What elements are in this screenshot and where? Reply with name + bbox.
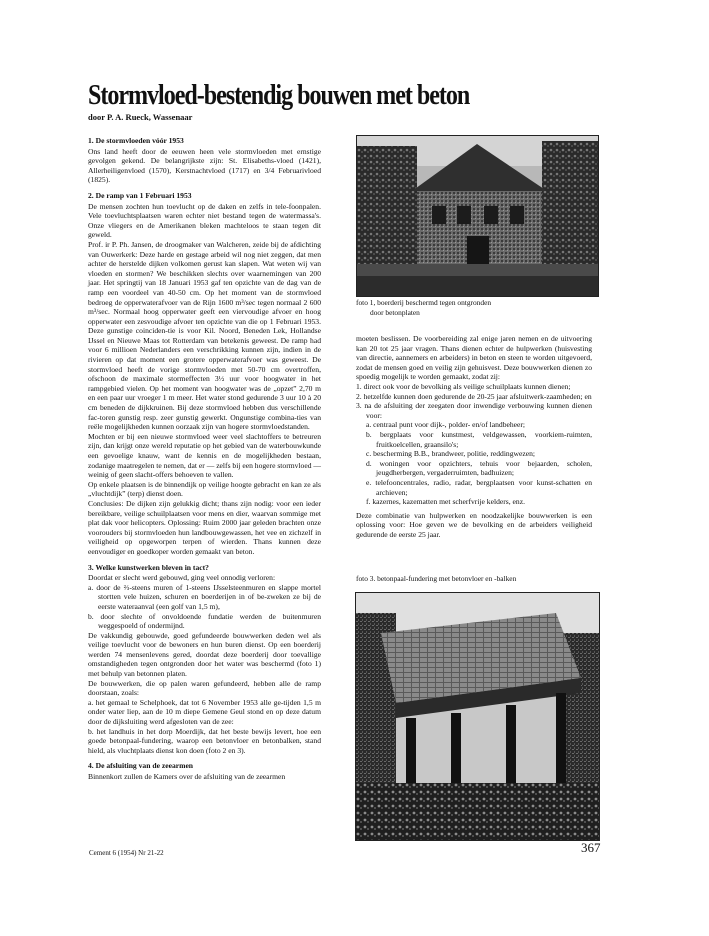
paragraph: Deze combinatie van hulpwerken en noodzakelijke bouwwerken is een oplossing voor: Hoe geven we de bevolking en de arbeiders veiligheid gedurende de eerste 25 jaar. <box>356 510 592 539</box>
list-item: e. telefooncentrales, radio, radar, bergplaatsen voor kunst-schatten en archieven; <box>366 477 592 497</box>
pile-foundation-photo-image <box>356 593 599 840</box>
caption-line: door betonplaten <box>370 308 420 317</box>
paragraph: De vakkundig gebouwde, goed gefundeerde bouwwerken deden wel als veilige toevlucht voor de bewoners en hun buren dienst. Op een boerderij werden 74 mensenlevens gered, doordat deze boerderij door toevallige omstandigheden tegen ontgronden door het water was beschermd (foto 1) met behulp van betonnen platen. <box>88 630 321 679</box>
right-column <box>356 334 592 539</box>
paragraph: b. het landhuis in het dorp Moerdijk, dat het beste bewijs levert, hoe een goede betonpaal-fundering, waarop een betonvloer en betonbalken, stand hield, als vluchtplaats dienst kon doen (foto 2 en 3). <box>88 726 321 755</box>
section-2-heading: 2. De ramp van 1 Februari 1953 <box>88 190 192 200</box>
list-item: c. bescherming B.B., brandweer, politie, reddingwezen; <box>366 449 536 459</box>
photo-pile-foundation <box>355 592 600 841</box>
section-1-heading: 1. De stormvloeden vóór 1953 <box>88 136 184 145</box>
list-item: b. bergplaats voor kunstmest, veldgewassen, voorkiem-ruimten, fruitkoelcellen, graansilo's; <box>366 429 592 449</box>
paragraph: Binnenkort zullen de Kamers over de afsluiting van de zeearmen <box>88 772 286 781</box>
list-item: b. door slechte of onvoldoende fundatie werden de buitenmuren weggespoeld of ondermijnd. <box>88 611 321 631</box>
page-number: 367 <box>581 840 601 855</box>
paragraph: moeten beslissen. De voorbereiding zal enige jaren nemen en de uitvoering kan 20 tot 25 jaar vragen. Thans dienen echter de hulpwerken (huisvesting van directie, aannemers en arbeiders) in beton en steen te worden uitgevoerd, zodat de mensen goed en veilig zijn gehuisvest. Deze bouwwerken dienen zo spoedig mogelijk te worden gemaakt, zodat zij: <box>356 334 592 382</box>
paragraph: Op enkele plaatsen is de binnendijk op veilige hoogte gebracht en kan ze als „vluchtdijk” (terp) dienst doen. <box>88 479 321 499</box>
left-column <box>88 136 321 782</box>
list-item: d. woningen voor opzichters, tehuis voor bejaarden, scholen, jeugdherbergen, vergaderruimten, badhuizen; <box>366 458 592 478</box>
caption-line: foto 1, boerderij beschermd tegen ontgronden <box>356 298 492 307</box>
paragraph: Prof. ir P. Ph. Jansen, de droogmaker van Walcheren, zeide bij de afdichting van Ouwerkerk: Deze harde en gestage arbeid wil nog niet zeggen, dat men achter de herstelde dijken volkomen gerust kan slapen. Wat weten wij van vloeden en stormen? We beschikken slechts over waarnemingen van 200 jaar. Het springtij van 18 Januari 1953 gaf ten opzichte van de dag van de ramp een voordeel van 40-50 cm. Op het moment van de stormvloed bedroeg de opperwaterafvoer van de Rijn 1600 m³/sec tegen normaal 2 600 m³/sec. Normaal hoog opperwater geeft een viervoudige afvoer en hoog opperwater een zesvoudige afvoer ten opzichte van die op 1 Februari 1953. Deze gunstige coinciden-tie is voor Kil. Noord, Beneden Lek, Hollandse IJssel en Nieuwe Maas tot Rotterdam van betekenis geweest. De ramp had voor 6 millioen Nederlanders een verschrikking kunnen zijn, indien in de rivieren op dat moment een grotere opperwaterafvoer was geweest. De stormvloed heeft de vorige stormvloeden met 50-70 cm overtroffen, ofschoon de maximale stormeffecten 3½ uur voor hoogwater in het rampgebied vielen. Op het moment van hoogwater was de „opzet” 2,70 m en een paar uur vroeger 1 m meer. Het water stond gedurende 3 uur 10 à 20 cm beneden de dijkkruinen. Bij deze stormvloed hebben dus verschillende fac-toren gunstig resp. zeer gunstig gewerkt. Ongunstige combina-ties van reële mogelijkheden kunnen oorzaak zijn van hogere stormvloedstanden. <box>88 239 321 432</box>
section-4-heading: 4. De afsluiting van de zeearmen <box>88 761 194 771</box>
article-title: Stormvloed-bestendig bouwen met beton <box>88 80 470 111</box>
paragraph: Mochten er bij een nieuwe stormvloed weer veel slachtoffers te betreuren zijn, dan krijgt onze wereld reputatie op het gebied van de waterbouwkunde een gevoelige knauw, want de kennis en de mogelijkheden bestaan, zodanige maatregelen te nemen, dat er — zelfs bij een hogere stormvloed — weinig of geen slacht-offers behoeven te vallen. <box>88 431 321 480</box>
photo-farmhouse <box>356 135 599 297</box>
paragraph: De mensen zochten hun toevlucht op de daken en zelfs in tele-foonpalen. Vele toevluchtsplaatsen waren echter niet bestand tegen de watermassa's. Onze vliegers en de Amerikanen bleken machteloos te staan tegen dit geweld. <box>88 201 321 240</box>
list-item: 1. direct ook voor de bevolking als veilige schuilplaats kunnen dienen; <box>356 381 571 391</box>
photo-1-caption <box>356 298 596 318</box>
paragraph: a. het gemaal te Schelphoek, dat tot 6 November 1953 alle ge-tijden 1,5 m onder water liep, aan de 10 m diepe Gemene Geul stond en op deze datum door de dijksluiting werd afgesloten van de zee: <box>88 697 321 727</box>
paragraph: Ons land heeft door de eeuwen heen vele stormvloeden met ernstige gevolgen gekend. De belangrijkste zijn: St. Elisabeths-vloed (1421), Allerheiligenvloed (1570), Kerstnachtvloed (1717) en 3/4 Februarivloed (1825). <box>88 146 321 185</box>
section-3-heading: 3. Welke kunstwerken bleven in tact? <box>88 562 209 572</box>
photo-3-caption: foto 3. betonpaal-fundering met betonvloer en -balken <box>356 574 517 583</box>
journal-citation: Cement 6 (1954) Nr 21-22 <box>89 849 164 857</box>
byline: door P. A. Rueck, Wassenaar <box>88 112 193 122</box>
paragraph: Doordat er slecht werd gebouwd, ging veel onnodig verloren: <box>88 573 276 583</box>
list-item: a. centraal punt voor dijk-, polder- en/of landbeheer; <box>366 420 526 430</box>
list-item: 3. na de afsluiting der zeegaten door inwendige verbouwing kunnen dienen voor: <box>356 401 592 420</box>
paragraph: Conclusies: De dijken zijn gelukkig dicht; thans zijn nodig: voor een ieder bereikbare, veilige schuilplaatsen voor mens en dier, waarvan sommige met plat dak voor helicopters. Oplossing: Ruim 2000 jaar geleden brachten onze voorouders bij stormvloeden hun landbouwgewassen, het vee en zichzelf in veiligheid op opgeworpen terpen of wierden. Thans kunnen deze eenvoudiger en goedkoper worden gemaakt van beton. <box>88 498 321 556</box>
list-item: f. kazernes, kazematten met scherfvrije kelders, enz. <box>366 497 525 507</box>
farmhouse-photo-image <box>357 136 598 296</box>
list-item: 2. hetzelfde kunnen doen gedurende de 20-25 jaar afsluitwerk-zaamheden; en <box>356 391 592 401</box>
paragraph: De bouwwerken, die op palen waren gefundeerd, hebben alle de ramp doorstaan, zoals: <box>88 678 321 698</box>
list-item: a. door de ⅔-steens muren of 1-steens IJsselsteenmuren en slappe mortel stortten vele huizen, schuren en boerderijen in of be-zweken ze bij de eerste wateraanval (een golf van 1,5 m), <box>88 582 321 611</box>
